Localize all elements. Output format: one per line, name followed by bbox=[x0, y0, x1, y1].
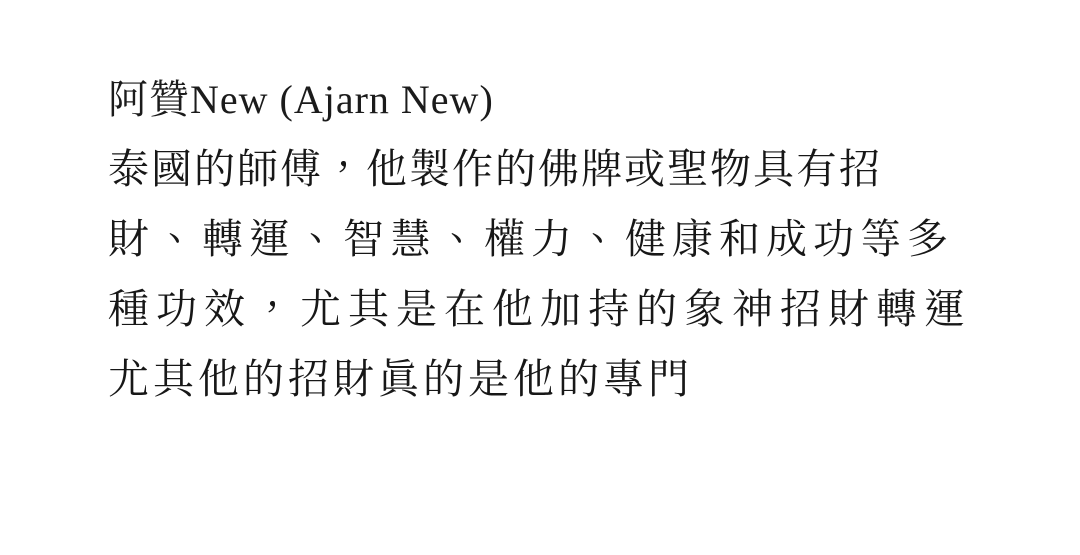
paragraph-line-1: 泰國的師傅，他製作的佛牌或聖物具有招 bbox=[108, 146, 882, 192]
paragraph-line-2: 財、轉運、智慧、權力、健康和成功等多 bbox=[108, 216, 954, 262]
text-block bbox=[108, 66, 988, 414]
document-title: 阿贊New (Ajarn New) bbox=[108, 77, 494, 122]
paragraph-line-3: 種功效，尤其是在他加持的象神招財轉運 bbox=[108, 286, 972, 332]
paragraph-line-4: 尤其他的招財眞的是他的專門 bbox=[108, 356, 693, 402]
